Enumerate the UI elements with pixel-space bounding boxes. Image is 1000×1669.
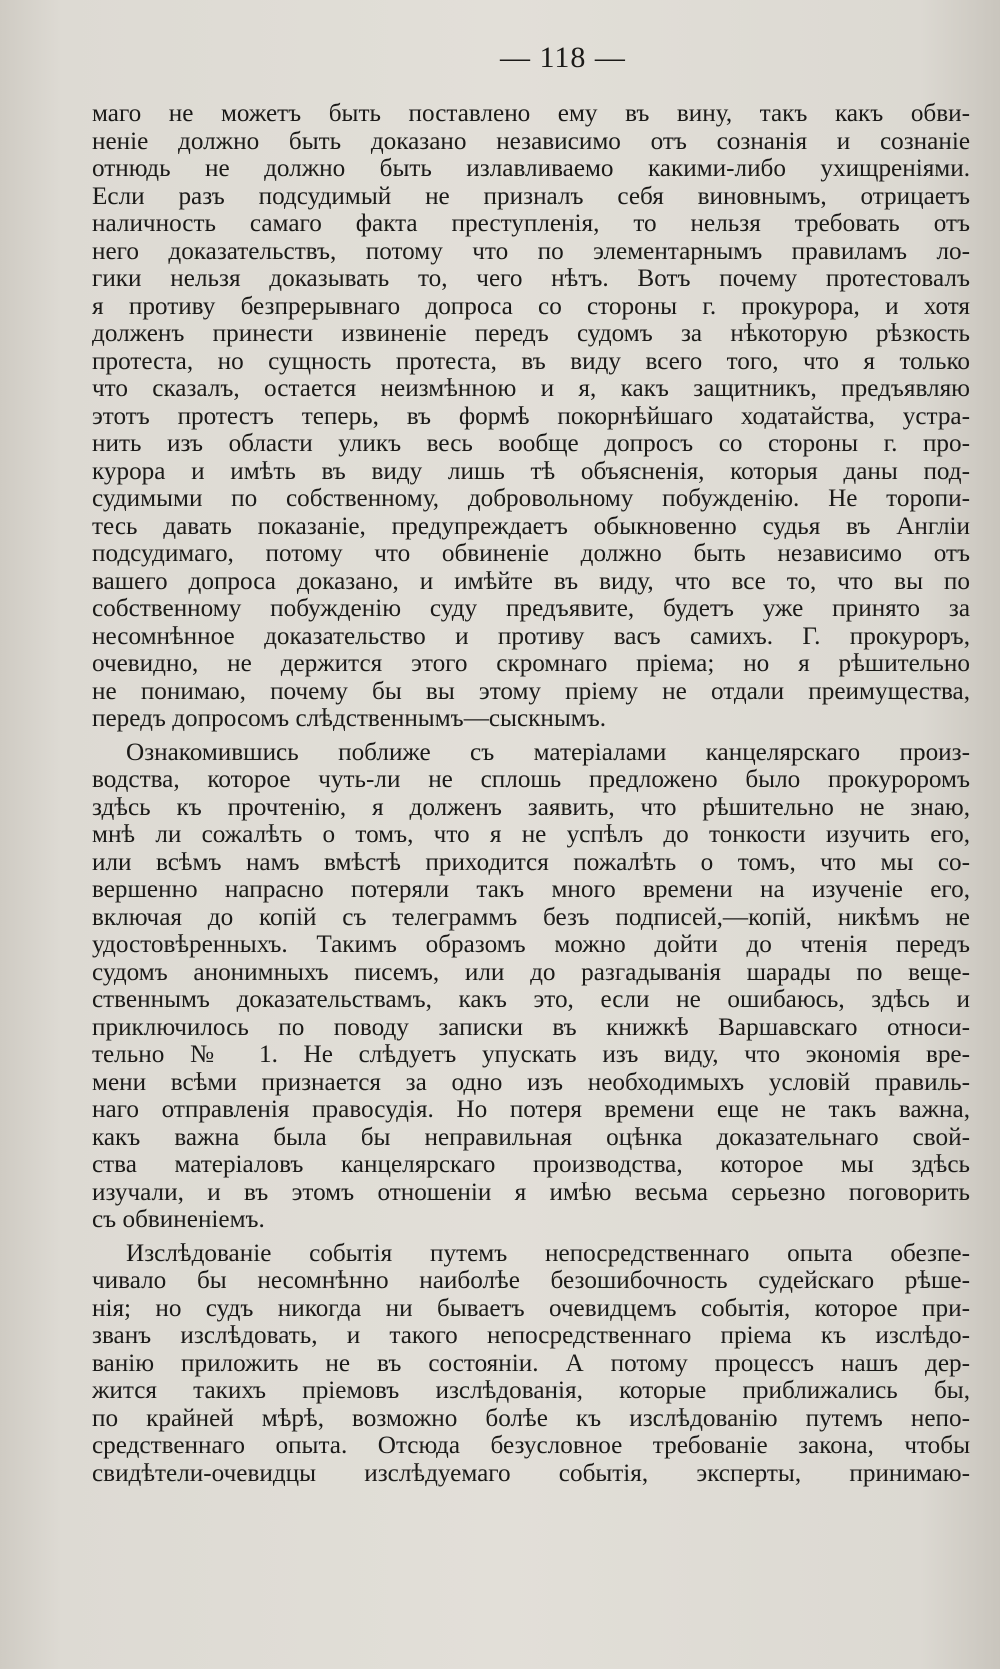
text-line: средственнаго опыта. Отсюда безусловное требованіе закона, чтобы — [92, 1432, 970, 1459]
text-line: протеста, но сущность протеста, въ виду всего того, что я только — [92, 347, 970, 375]
text-line: свидѣтели-очевидцы изслѣдуемаго событія, эксперты, принимаю- — [92, 1459, 970, 1487]
text-line: наличность самаго факта преступленія, то нельзя требовать отъ — [92, 210, 970, 237]
text-line: званъ изслѣдовать, и такого непосредственнаго пріема къ изслѣдо- — [92, 1322, 970, 1349]
text-line: я противу безпрерывнаго допроса со стороны г. прокурора, и хотя — [92, 292, 970, 320]
text-line: тельно № 1. Не слѣдуетъ упускать изъ виду, что экономія вре- — [92, 1041, 970, 1068]
text-line: удостовѣренныхъ. Такимъ образомъ можно дойти до чтенія передъ — [92, 931, 970, 958]
text-line: или всѣмъ намъ вмѣстѣ приходится пожалѣть о томъ, что мы со- — [92, 848, 970, 876]
body-text — [92, 100, 970, 1487]
text-line: отнюдь не должно быть излавливаемо какими-либо ухищреніями. — [92, 155, 970, 182]
text-line: тесь давать показаніе, предупреждаетъ обыкновенно судья въ Англіи — [92, 512, 970, 540]
text-line: чивало бы несомнѣнно наиболѣе безошибочность судейскаго рѣше- — [92, 1267, 970, 1294]
text-line: Изслѣдованіе событія путемъ непосредственнаго опыта обезпе- — [126, 1239, 970, 1267]
text-line: курора и имѣть въ виду лишь тѣ объясненія, которыя даны под- — [92, 457, 970, 485]
text-line: ства матеріаловъ канцелярскаго производства, которое мы здѣсь — [92, 1151, 970, 1178]
text-line: собственному побужденію суду предъявите, будетъ уже принято за — [92, 595, 970, 622]
text-line: этотъ протестъ теперь, въ формѣ покорнѣйшаго ходатайства, устра- — [92, 402, 970, 430]
text-line: что сказалъ, остается неизмѣнною и я, какъ защитникъ, предъявляю — [92, 375, 970, 402]
text-line: включая до копій съ телеграммъ безъ подписей,—копій, никѣмъ не — [92, 903, 970, 931]
text-line: долженъ принести извиненіе передъ судомъ за нѣкоторую рѣзкость — [92, 320, 970, 347]
paragraph — [92, 739, 970, 1234]
text-line: судомъ анонимныхъ писемъ, или до разгадыванія шарады по веще- — [92, 958, 970, 986]
text-line: подсудимаго, потому что обвиненіе должно быть независимо отъ — [92, 540, 970, 567]
text-line: гики нельзя доказывать то, чего нѣтъ. Вотъ почему протестовалъ — [92, 265, 970, 292]
page-number: — 118 — — [500, 41, 626, 74]
text-line: жится такихъ пріемовъ изслѣдованія, которые приближались бы, — [92, 1377, 970, 1404]
text-line: ванію приложить не въ состояніи. А потому процессъ нашъ дер- — [92, 1349, 970, 1377]
text-line: водства, которое чуть-ли не сплошь предложено было прокуроромъ — [92, 766, 970, 793]
text-line: нить изъ области уликъ весь вообще допросъ со стороны г. про- — [92, 430, 970, 457]
text-line: маго не можетъ быть поставлено ему въ вину, такъ какъ обви- — [92, 100, 970, 127]
text-line: передъ допросомъ слѣдственнымъ—сыскнымъ. — [92, 705, 607, 732]
text-line: несомнѣнное доказательство и противу васъ самихъ. Г. прокуроръ, — [92, 622, 970, 650]
text-line: очевидно, не держится этого скромнаго пріема; но я рѣшительно — [92, 650, 970, 677]
text-line: мнѣ ли сожалѣть о томъ, что я не успѣлъ до тонкости изучить его, — [92, 821, 970, 848]
text-line: наго отправленія правосудія. Но потеря времени еще не такъ важна, — [92, 1096, 970, 1123]
text-line: вашего допроса доказано, и имѣйте въ виду, что все то, что вы по — [92, 567, 970, 595]
text-line: мени всѣми признается за одно изъ необходимыхъ условій правиль- — [92, 1068, 970, 1096]
paragraph — [92, 100, 970, 733]
text-line: вершенно напрасно потеряли такъ много времени на изученіе его, — [92, 876, 970, 903]
text-line: приключилось по поводу записки въ книжкѣ Варшавскаго относи- — [92, 1013, 970, 1041]
text-line: Ознакомившись поближе съ матеріалами канцелярскаго произ- — [126, 738, 970, 766]
text-line: ственнымъ доказательствамъ, какъ это, если не ошибаюсь, здѣсь и — [92, 986, 970, 1013]
text-line: не понимаю, почему бы вы этому пріему не отдали преимущества, — [92, 677, 970, 705]
text-line: неніе должно быть доказано независимо отъ сознанія и сознаніе — [92, 127, 970, 155]
text-line: изучали, и въ этомъ отношеніи я имѣю весьма серьезно поговорить — [92, 1178, 970, 1206]
text-line: нія; но судъ никогда ни бываетъ очевидцемъ событія, которое при- — [92, 1294, 970, 1322]
text-line: судимыми по собственному, добровольному побужденію. Не торопи- — [92, 485, 970, 512]
paragraph — [92, 1240, 970, 1488]
text-line: какъ важна была бы неправильная оцѣнка доказательнаго свой- — [92, 1123, 970, 1151]
text-line: него доказательствъ, потому что по элементарнымъ правиламъ ло- — [92, 237, 970, 265]
text-line: по крайней мѣрѣ, возможно болѣе къ изслѣдованію путемъ непо- — [92, 1404, 970, 1432]
text-line: съ обвиненіемъ. — [92, 1206, 265, 1233]
text-line: здѣсь къ прочтенію, я долженъ заявить, что рѣшительно не знаю, — [92, 793, 970, 821]
text-line: Если разъ подсудимый не призналъ себя виновнымъ, отрицаетъ — [92, 182, 970, 210]
